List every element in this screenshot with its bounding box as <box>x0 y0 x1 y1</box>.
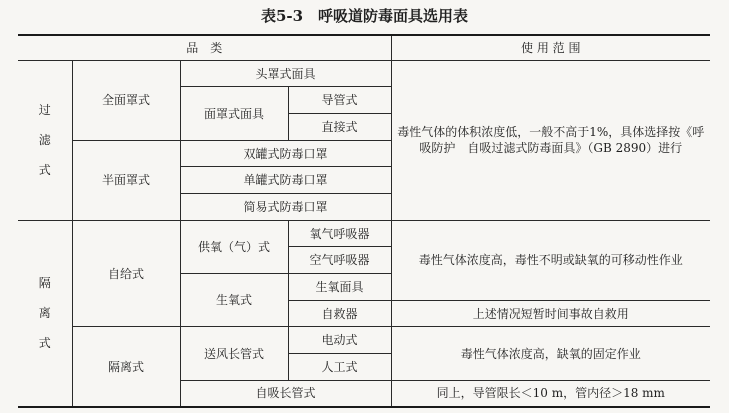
cell-full-face: 全面罩式 <box>72 60 180 140</box>
usage-oxygen-supply: 毒性气体浓度高，毒性不明或缺氧的可移动性作业 <box>391 220 710 300</box>
cell-half-face: 半面罩式 <box>72 140 180 220</box>
usage-filter: 毒性气体的体积浓度低，一般不高于1%，具体选择按《呼吸防护 自吸过滤式防毒面具》（GB 2890）进行 <box>391 60 710 220</box>
table-row <box>18 60 710 87</box>
cell-air-respirator: 空气呼吸器 <box>288 247 391 274</box>
table-row <box>18 220 710 247</box>
table-row <box>18 327 710 354</box>
cell-direct-type: 直接式 <box>288 114 391 141</box>
cell-double-can: 双罐式防毒口罩 <box>180 140 391 167</box>
cell-oxygen-gen-mask: 生氧面具 <box>288 274 391 301</box>
cell-oxygen-supply: 供氧（气）式 <box>180 220 288 273</box>
cell-air-hose: 送风长管式 <box>180 327 288 380</box>
usage-air-hose: 毒性气体浓度高，缺氧的固定作业 <box>391 327 710 380</box>
cell-isolate-type: 隔离式 <box>72 327 180 407</box>
cell-oxygen-respirator: 氧气呼吸器 <box>288 220 391 247</box>
cell-oxygen-generating: 生氧式 <box>180 274 288 327</box>
cell-face-mask: 面罩式面具 <box>180 87 288 140</box>
group-isolate <box>18 220 72 407</box>
cell-head-mask: 头罩式面具 <box>180 60 391 87</box>
header-usage: 使 用 范 围 <box>391 35 710 60</box>
cell-manual: 人工式 <box>288 354 391 381</box>
mask-selection-table <box>18 34 710 408</box>
group-filter-label: 过滤式 <box>38 103 51 178</box>
header-row <box>18 35 710 60</box>
group-isolate-label: 隔离式 <box>38 276 51 351</box>
cell-self-supply: 自给式 <box>72 220 180 327</box>
cell-electric: 电动式 <box>288 327 391 354</box>
header-product: 品 类 <box>18 35 391 60</box>
usage-self-rescuer: 上述情况短暂时间事故自救用 <box>391 300 710 327</box>
cell-self-rescuer: 自救器 <box>288 300 391 327</box>
cell-self-suction: 自吸长管式 <box>180 380 391 407</box>
cell-simple-mask: 简易式防毒口罩 <box>180 194 391 221</box>
usage-self-suction: 同上，导管限长＜10 m，管内径＞18 mm <box>391 380 710 407</box>
cell-tube-type: 导管式 <box>288 87 391 114</box>
group-filter <box>18 60 72 220</box>
table-title: 表5-3 呼吸道防毒面具选用表 <box>260 7 469 25</box>
cell-single-can: 单罐式防毒口罩 <box>180 167 391 194</box>
